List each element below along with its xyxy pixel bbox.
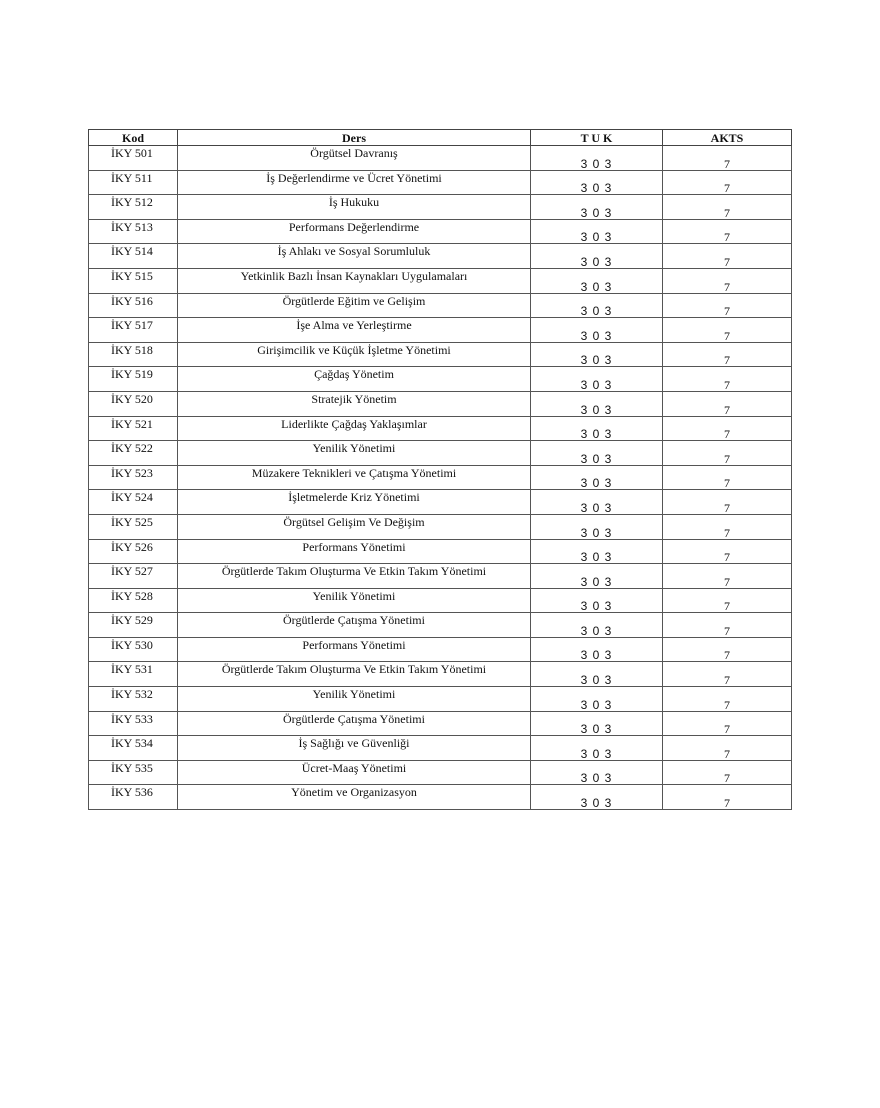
course-akts [663,588,792,613]
course-akts-value: 7 [724,574,730,589]
course-akts [663,170,792,195]
course-tuk-value: 3 0 3 [580,599,613,614]
course-code: İKY 530 [89,637,178,662]
course-code: İKY 513 [89,219,178,244]
course-akts-value: 7 [724,230,730,245]
course-tuk-value: 3 0 3 [580,648,613,663]
course-tuk [531,613,663,638]
table-row [89,170,792,195]
course-akts [663,146,792,171]
course-akts-value: 7 [724,377,730,392]
course-akts [663,219,792,244]
table-row [89,146,792,171]
course-akts [663,195,792,220]
course-name: Ücret-Maaş Yönetimi [178,760,531,785]
course-code: İKY 535 [89,760,178,785]
course-akts [663,736,792,761]
course-name: Örgütsel Davranış [178,146,531,171]
table-row [89,637,792,662]
course-akts [663,465,792,490]
table-row [89,687,792,712]
course-name: İş Sağlığı ve Güvenliği [178,736,531,761]
course-akts-value: 7 [724,156,730,171]
table-row [89,391,792,416]
course-tuk-value: 3 0 3 [580,476,613,491]
table-body [89,146,792,810]
course-tuk [531,268,663,293]
course-tuk [531,711,663,736]
course-code: İKY 533 [89,711,178,736]
course-akts [663,318,792,343]
course-code: İKY 536 [89,785,178,810]
table-row [89,539,792,564]
course-tuk [531,539,663,564]
course-akts [663,293,792,318]
course-akts [663,711,792,736]
course-tuk [531,318,663,343]
course-tuk-value: 3 0 3 [580,451,613,466]
table-row [89,293,792,318]
course-tuk [531,465,663,490]
course-akts [663,244,792,269]
course-akts [663,441,792,466]
course-name: Yenilik Yönetimi [178,588,531,613]
course-akts-value: 7 [724,353,730,368]
course-akts [663,490,792,515]
course-akts-value: 7 [724,796,730,811]
course-tuk-value: 3 0 3 [580,279,613,294]
course-akts-value: 7 [724,304,730,319]
table-row [89,785,792,810]
course-tuk [531,342,663,367]
course-name: İş Değerlendirme ve Ücret Yönetimi [178,170,531,195]
table-row [89,760,792,785]
course-code: İKY 520 [89,391,178,416]
table-row [89,564,792,589]
course-akts [663,760,792,785]
course-akts-value: 7 [724,476,730,491]
course-tuk [531,195,663,220]
course-tuk-value: 3 0 3 [580,574,613,589]
table-row [89,195,792,220]
course-tuk [531,785,663,810]
course-akts-value: 7 [724,599,730,614]
header-row [89,130,792,146]
course-tuk [531,490,663,515]
course-tuk [531,146,663,171]
course-code: İKY 529 [89,613,178,638]
course-akts [663,564,792,589]
course-tuk-value: 3 0 3 [580,500,613,515]
course-tuk-value: 3 0 3 [580,427,613,442]
course-tuk-value: 3 0 3 [580,377,613,392]
course-code: İKY 512 [89,195,178,220]
course-name: Örgütlerde Çatışma Yönetimi [178,613,531,638]
course-akts-value: 7 [724,697,730,712]
course-name: Müzakere Teknikleri ve Çatışma Yönetimi [178,465,531,490]
table-row [89,367,792,392]
course-code: İKY 522 [89,441,178,466]
course-name: İşletmelerde Kriz Yönetimi [178,490,531,515]
course-tuk-value: 3 0 3 [580,550,613,565]
course-code: İKY 524 [89,490,178,515]
course-tuk-value: 3 0 3 [580,746,613,761]
course-tuk [531,662,663,687]
course-tuk [531,736,663,761]
course-akts-value: 7 [724,254,730,269]
course-name: Performans Değerlendirme [178,219,531,244]
course-akts [663,662,792,687]
course-tuk-value: 3 0 3 [580,230,613,245]
table-row [89,514,792,539]
course-tuk-value: 3 0 3 [580,205,613,220]
course-name: Yetkinlik Bazlı İnsan Kaynakları Uygulamaları [178,268,531,293]
course-name: Örgütlerde Takım Oluşturma Ve Etkin Takım Yönetimi [178,662,531,687]
course-name: Liderlikte Çağdaş Yaklaşımlar [178,416,531,441]
course-code: İKY 525 [89,514,178,539]
course-name: Stratejik Yönetim [178,391,531,416]
table-row [89,441,792,466]
course-tuk-value: 3 0 3 [580,796,613,811]
course-tuk-value: 3 0 3 [580,771,613,786]
course-tuk [531,637,663,662]
course-tuk [531,416,663,441]
course-tuk-value: 3 0 3 [580,722,613,737]
table-row [89,711,792,736]
course-akts-value: 7 [724,181,730,196]
course-code: İKY 511 [89,170,178,195]
course-tuk-value: 3 0 3 [580,328,613,343]
course-name: Yenilik Yönetimi [178,687,531,712]
table-row [89,465,792,490]
header-ders: Ders [178,130,531,146]
table-row [89,318,792,343]
course-akts [663,785,792,810]
course-akts-value: 7 [724,673,730,688]
course-tuk-value: 3 0 3 [580,623,613,638]
table-row [89,342,792,367]
table-row [89,613,792,638]
header-tuk: T U K [531,130,663,146]
course-akts-value: 7 [724,279,730,294]
table-row [89,416,792,441]
table-row [89,736,792,761]
course-akts-value: 7 [724,328,730,343]
course-tuk [531,588,663,613]
course-tuk [531,391,663,416]
course-akts-value: 7 [724,746,730,761]
course-akts [663,416,792,441]
course-tuk [531,244,663,269]
course-code: İKY 532 [89,687,178,712]
table-row [89,662,792,687]
course-name: İşe Alma ve Yerleştirme [178,318,531,343]
course-name: Çağdaş Yönetim [178,367,531,392]
course-tuk-value: 3 0 3 [580,673,613,688]
course-akts [663,637,792,662]
course-akts [663,539,792,564]
course-tuk-value: 3 0 3 [580,156,613,171]
course-tuk [531,514,663,539]
course-name: Örgütlerde Takım Oluşturma Ve Etkin Takım Yönetimi [178,564,531,589]
course-name: Girişimcilik ve Küçük İşletme Yönetimi [178,342,531,367]
course-akts [663,687,792,712]
course-tuk [531,564,663,589]
course-akts-value: 7 [724,402,730,417]
course-tuk [531,687,663,712]
course-tuk [531,219,663,244]
course-akts-value: 7 [724,648,730,663]
course-code: İKY 501 [89,146,178,171]
course-akts [663,268,792,293]
course-akts [663,613,792,638]
course-code: İKY 526 [89,539,178,564]
course-tuk [531,367,663,392]
course-akts-value: 7 [724,771,730,786]
course-akts [663,514,792,539]
course-tuk-value: 3 0 3 [580,181,613,196]
course-code: İKY 519 [89,367,178,392]
course-code: İKY 534 [89,736,178,761]
course-akts-value: 7 [724,451,730,466]
course-akts-value: 7 [724,427,730,442]
header-kod: Kod [89,130,178,146]
course-akts [663,391,792,416]
course-code: İKY 523 [89,465,178,490]
course-akts [663,367,792,392]
table-header [89,130,792,146]
course-tuk-value: 3 0 3 [580,304,613,319]
course-name: Örgütlerde Çatışma Yönetimi [178,711,531,736]
course-name: İş Ahlakı ve Sosyal Sorumluluk [178,244,531,269]
course-code: İKY 527 [89,564,178,589]
course-tuk-value: 3 0 3 [580,402,613,417]
course-name: İş Hukuku [178,195,531,220]
course-tuk-value: 3 0 3 [580,697,613,712]
course-tuk [531,170,663,195]
table-row [89,268,792,293]
table-row [89,244,792,269]
header-akts: AKTS [663,130,792,146]
course-code: İKY 518 [89,342,178,367]
table-row [89,588,792,613]
course-name: Yönetim ve Organizasyon [178,785,531,810]
table-row [89,219,792,244]
course-tuk [531,760,663,785]
course-table [88,129,792,810]
course-akts-value: 7 [724,205,730,220]
course-code: İKY 531 [89,662,178,687]
course-code: İKY 514 [89,244,178,269]
course-akts-value: 7 [724,500,730,515]
course-tuk-value: 3 0 3 [580,525,613,540]
course-code: İKY 528 [89,588,178,613]
course-tuk [531,441,663,466]
course-name: Performans Yönetimi [178,539,531,564]
course-akts [663,342,792,367]
course-name: Örgütsel Gelişim Ve Değişim [178,514,531,539]
course-name: Performans Yönetimi [178,637,531,662]
course-akts-value: 7 [724,623,730,638]
course-name: Yenilik Yönetimi [178,441,531,466]
course-tuk-value: 3 0 3 [580,254,613,269]
course-akts-value: 7 [724,525,730,540]
course-akts-value: 7 [724,722,730,737]
course-tuk [531,293,663,318]
course-akts-value: 7 [724,550,730,565]
course-name: Örgütlerde Eğitim ve Gelişim [178,293,531,318]
course-code: İKY 517 [89,318,178,343]
course-code: İKY 521 [89,416,178,441]
table-row [89,490,792,515]
course-code: İKY 515 [89,268,178,293]
course-tuk-value: 3 0 3 [580,353,613,368]
course-code: İKY 516 [89,293,178,318]
